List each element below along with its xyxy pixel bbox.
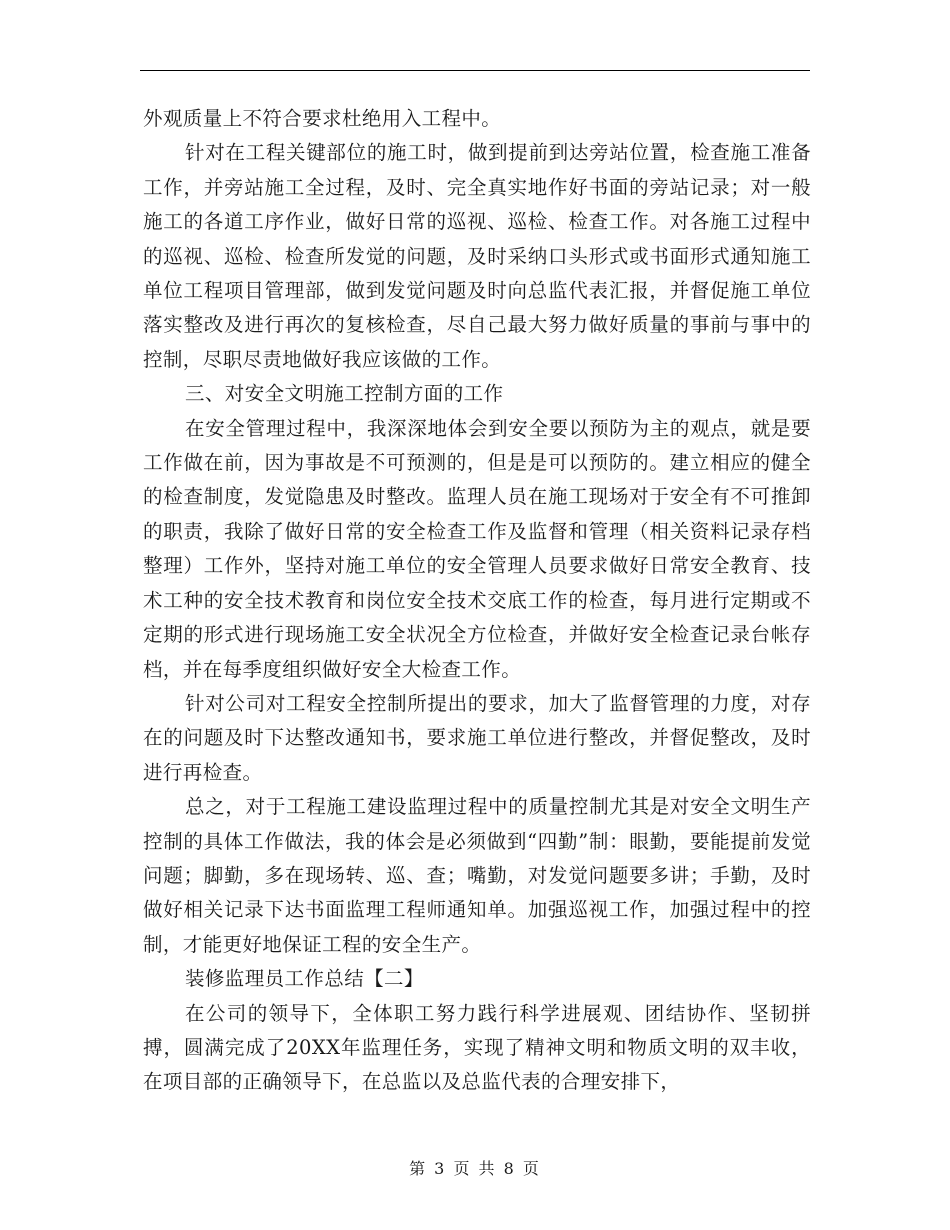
paragraph-safety-management: 在安全管理过程中，我深深地体会到安全要以预防为主的观点，就是要工作做在前，因为事故是不可预测的，但是是可以预防的。建立相应的健全的检查制度，发觉隐患及时整改。监理人员在施工现场对于安全有不可推卸的职责，我除了做好日常的安全检查工作及监督和管理（相关资料记录存档整理）工作外，坚持对施工单位的安全管理人员要求做好日常安全教育、技术工种的安全技术教育和岗位安全技术交底工作的检查，每月进行定期或不定期的形式进行现场施工安全状况全方位检查，并做好安全检查记录台帐存档，并在每季度组织做好安全大检查工作。 [143, 416, 811, 681]
section-heading-summary-two: 装修监理员工作总结【二】 [185, 967, 424, 991]
section-heading-safety: 三、对安全文明施工控制方面的工作 [185, 382, 504, 406]
paragraph-summary: 总之，对于工程施工建设监理过程中的质量控制尤其是对安全文明生产控制的具体工作做法，我的体会是必须做到“四勤”制：眼勤，要能提前发觉问题；脚勤，多在现场转、巡、查；嘴勤，对发觉问题要多讲；手勤，及时做好相关记录下达书面监理工程师通知单。加强巡视工作，加强过程中的控制，才能更好地保证工程的安全生产。 [143, 795, 811, 956]
paragraph-safety-requirements: 针对公司对工程安全控制所提出的要求，加大了监督管理的力度，对存在的问题及时下达整改通知书，要求施工单位进行整改，并督促整改，及时进行再检查。 [143, 691, 811, 784]
paragraph-quality-control: 针对在工程关键部位的施工时，做到提前到达旁站位置，检查施工准备工作，并旁站施工全过程，及时、完全真实地作好书面的旁站记录；对一般施工的各道工序作业，做好日常的巡视、巡检、检查工作。对各施工过程中的巡视、巡检、检查所发觉的问题，及时采纳口头形式或书面形式通知施工单位工程项目管理部，做到发觉问题及时向总监代表汇报，并督促施工单位落实整改及进行再次的复核检查，尽自己最大努力做好质量的事前与事中的控制，尽职尽责地做好我应该做的工作。 [143, 141, 811, 371]
page-number: 第 3 页 共 8 页 [409, 1159, 541, 1178]
document-body [143, 102, 811, 1100]
paragraph-company-leadership: 在公司的领导下，全体职工努力践行科学进展观、团结协作、坚韧拼搏，圆满完成了20XX年监理任务，实现了精神文明和物质文明的双丰收，在项目部的正确领导下，在总监以及总监代表的合理安排下， [143, 1001, 811, 1094]
header-rule [140, 70, 810, 71]
paragraph-continuation: 外观质量上不符合要求杜绝用入工程中。 [143, 107, 502, 130]
